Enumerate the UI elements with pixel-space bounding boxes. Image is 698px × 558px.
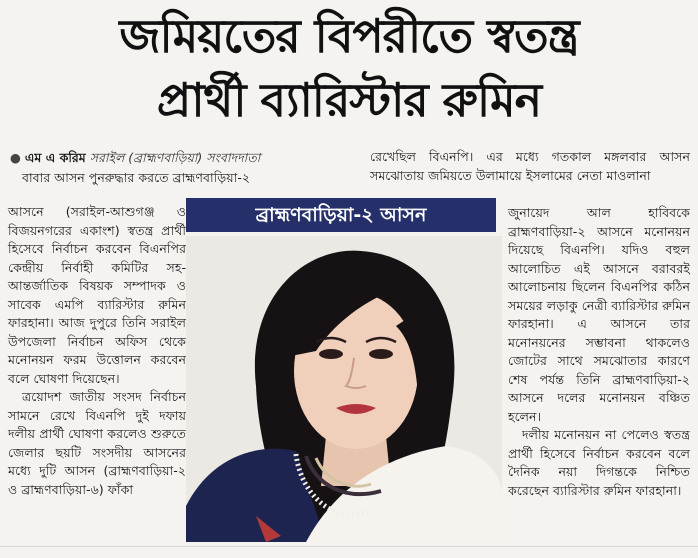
article-right-paragraph-1: জুনায়েদ আল হাবিবকে ব্রাহ্মণবাড়িয়া-২ আসনে মনোনয়ন দিয়েছে বিএনপি। যদিও বহুল আলোচিত এই আসনে বরাবরই আলোচনায় ছিলেন বিএনপির কঠিন সময়ের লড়াকু নেত্রী ব্যারিস্টার রুমিন ফারহানা। এ আসনে তার মনোনয়নের সম্ভাবনা থাকলেও জোটের সাথে সমঝোতার কারণে শেষ পর্যন্ত তিনি ব্রাহ্মণবাড়িয়া-২ আসনে দলের মনোনয়ন বঞ্চিত হলেন। (508, 205, 690, 424)
article-right-top (370, 148, 690, 185)
byline-bullet-icon: ● (10, 150, 21, 165)
headline-line-2: প্রার্থী ব্যারিস্টার রুমিন (156, 73, 542, 127)
article-left-paragraph-1: আসনে (সরাইল-আশুগঞ্জ ও বিজয়নগরের একাংশ) স্বতন্ত্র প্রার্থী হিসেবে নির্বাচন করবেন বিএনপির কেন্দ্রীয় নির্বাহী কমিটির সহ-আন্তর্জাতিক বিষয়ক সম্পাদক ও সাবেক এমপি ব্যারিস্টার রুমিন ফারহানা। আজ দুপুরে তিনি সরাইল উপজেলা নির্বাচন অফিস থেকে মনোনয়ন ফরম উত্তোলন করবেন বলে ঘোষণা দিয়েছেন। (8, 204, 186, 386)
article-right-paragraph-2: দলীয় মনোনয়ন না পেলেও স্বতন্ত্র প্রার্থী হিসেবে নির্বাচন করবেন বলে দৈনিক নয়া দিগন্তকে নিশ্চিত করেছেন ব্যারিস্টার রুমিন ফারহানা। (508, 427, 690, 498)
portrait-illustration (186, 236, 502, 542)
article-right-top-text: রেখেছিল বিএনপি। এর মধ্যে গতকাল মঙ্গলবার আসন সমঝোতায় জমিয়তে উলামায়ে ইসলামের নেতা মাওলানা (370, 149, 690, 183)
byline (10, 150, 260, 166)
article-left-column (8, 203, 186, 499)
article-left-paragraph-2: ত্রয়োদশ জাতীয় সংসদ নির্বাচন সামনে রেখে বিএনপি দুই দফায় দলীয় প্রার্থী ঘোষণা করলেও শুরুতে জেলার ছয়টি সংসদীয় আসনের মধ্যে দুটি আসন (ব্রাহ্মণবাড়িয়া-২ ও ব্রাহ্মণবাড়িয়া-৬) ফাঁকা (8, 389, 186, 497)
article-lead-text: বাবার আসন পুনরুদ্ধার করতে ব্রাহ্মণবাড়িয়া-২ (22, 170, 251, 185)
bottom-edge (0, 546, 698, 558)
byline-author: এম এ করিম (24, 150, 86, 165)
portrait-photo (186, 236, 502, 542)
article-right-column (508, 204, 690, 500)
byline-location: সরাইল (ব্রাহ্মণবাড়িয়া) সংবাদদাতা (89, 150, 261, 165)
constituency-banner: ব্রাহ্মণবাড়িয়া-২ আসন (186, 198, 496, 232)
article-lead-line (8, 169, 344, 188)
headline-line-1: জমিয়তের বিপরীতে স্বতন্ত্র (119, 9, 579, 63)
